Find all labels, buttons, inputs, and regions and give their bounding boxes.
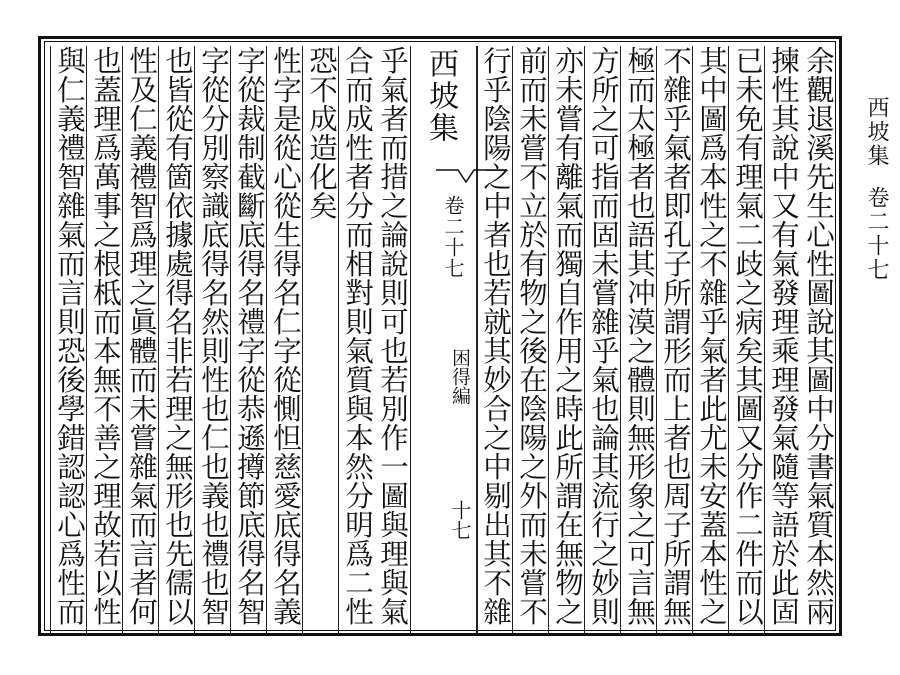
text-column-4: 其中圖爲本性之不雜乎氣者此尤未安蓋本性之: [692, 46, 729, 634]
fish-tail-mark: [436, 168, 506, 186]
text-column-5: 不雜乎氣者即孔子所謂形而上者也周子所謂無: [656, 46, 693, 634]
text-column-11: 乎氣者而措之論說則可也若別作一圖與理與氣: [376, 46, 409, 626]
text-column-19: 也蓋理爲萬事之根柢而本無不善之理故若以性: [86, 46, 123, 634]
text-column-12: 合而成性者分而相對則氣質與本然分明爲二性: [338, 46, 375, 634]
text-column-1: 余觀退溪先生心性圖說其圖中分書氣質本然兩: [802, 46, 835, 626]
text-column-20: 與仁義禮智雜氣而言則恐後學錯認認心爲性而: [50, 46, 87, 634]
text-column-13: 恐不成造化矣: [302, 46, 339, 634]
margin-header: [858, 96, 894, 282]
text-column-6: 極而太極者也語其冲漠之體則無形象之可言無: [620, 46, 657, 634]
text-column-15: 字從裁制截斷底得名禮字從恭遜撙節底得名智: [230, 46, 267, 634]
text-column-18: 性及仁義禮智爲理之眞體而未嘗雜氣而言者何: [122, 46, 159, 634]
fold-volume: 卷二十七: [441, 195, 465, 279]
text-column-2: 揀性其說中又有氣發理乘理發氣隨等語於此固: [764, 46, 801, 634]
text-column-9: 前而未嘗不立於有物之後在陰陽之外而未嘗不: [512, 46, 549, 634]
fold-editor: 困得編: [449, 348, 471, 405]
fold-title: 西坡集: [423, 48, 458, 144]
text-column-17: 也皆從有箇依據處得名非若理之無形也先儒以: [158, 46, 195, 634]
text-column-16: 字從分別察識底得名然則性也仁也義也禮也智: [194, 46, 231, 634]
margin-header-volume: 卷二十七: [864, 186, 889, 282]
text-column-7: 方所之可指而固未嘗雜乎氣也論其流行之妙則: [584, 46, 621, 634]
fold-page-number: 十七: [448, 500, 472, 540]
margin-header-title: 西坡集: [864, 96, 889, 168]
text-column-14: 性字是從心從生得名仁字從惻怛慈愛底得名義: [266, 46, 303, 634]
text-column-8: 亦未嘗有離氣而獨自作用之時此所謂在無物之: [548, 46, 585, 634]
text-column-3: 已未免有理氣二歧之病矣其圖又分作二件而以: [728, 46, 765, 634]
text-column-10: 行乎陰陽之中者也若就其妙合之中剔出其不雜: [476, 46, 513, 634]
